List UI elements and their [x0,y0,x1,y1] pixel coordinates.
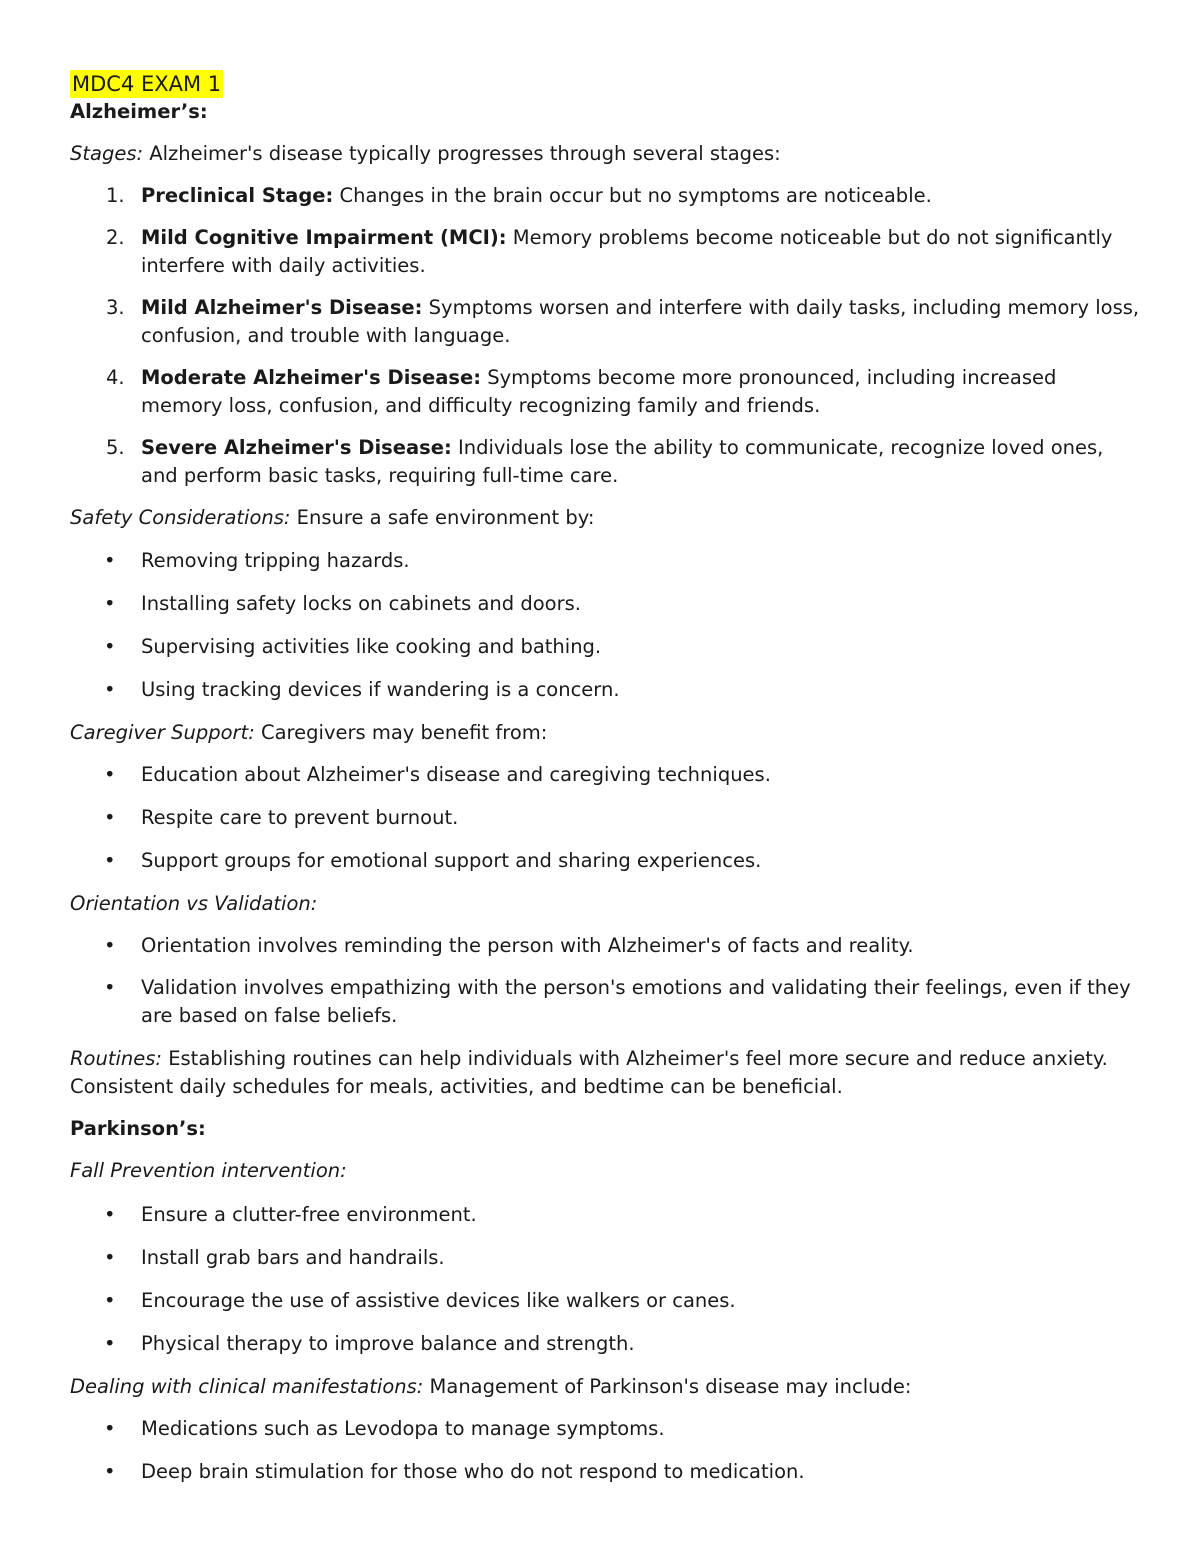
orientation-item [70,974,1140,1030]
bullet-icon: • [104,849,116,872]
bullet-icon: • [104,976,116,999]
caregiver-intro-text: Caregivers may benefit from: [254,721,548,744]
safety-item [70,590,1140,618]
safety-item-text: Installing safety locks on cabinets and doors. [141,592,581,615]
routines-text: Establishing routines can help individuals with Alzheimer's feel more secure and reduce anxiety. Consistent daily schedules for meals, activities, and bedtime can be beneficial. [70,1047,1108,1098]
bullet-icon: • [104,1332,116,1355]
bullet-icon: • [104,1289,116,1312]
bullet-icon: • [104,1460,116,1483]
bullet-icon: • [104,678,116,701]
orientation-item-text: Orientation involves reminding the person with Alzheimer's of facts and reality. [141,934,914,957]
stages-label: Stages: [70,142,144,165]
fall-prevention-label: Fall Prevention intervention: [70,1159,347,1182]
clinical-intro [70,1373,1140,1401]
document-page [70,70,1140,1486]
clinical-intro-text: Management of Parkinson's disease may include: [423,1375,912,1398]
stage-term: Mild Alzheimer's Disease: [141,296,423,319]
orientation-item-text: Validation involves empathizing with the person's emotions and validating their feelings, even if they are based on false beliefs. [141,976,1131,1027]
alzheimers-heading: Alzheimer’s: [70,100,208,123]
bullet-icon: • [104,1246,116,1269]
stages-intro-text: Alzheimer's disease typically progresses through several stages: [143,142,781,165]
orientation-list [70,932,1140,1030]
caregiver-item-text: Support groups for emotional support and sharing experiences. [141,849,762,872]
caregiver-intro [70,719,1140,747]
stage-number: 1. [106,184,125,207]
safety-label: Safety Considerations: [70,506,291,529]
bullet-icon: • [104,635,116,658]
stage-text: Memory problems become noticeable but do not significantly interfere with daily activities. [141,226,1113,277]
bullet-icon: • [104,1203,116,1226]
stage-item [70,364,1140,420]
stage-item [70,224,1140,280]
routines-label: Routines: [70,1047,162,1070]
clinical-label: Dealing with clinical manifestations: [70,1375,424,1398]
bullet-icon: • [104,1417,116,1440]
stage-number: 5. [106,436,125,459]
stage-term: Severe Alzheimer's Disease: [141,436,452,459]
safety-item-text: Removing tripping hazards. [141,549,410,572]
bullet-icon: • [104,549,116,572]
stage-number: 3. [106,296,125,319]
stage-text: Individuals lose the ability to communicate, recognize loved ones, and perform basic tasks, requiring full-time care. [141,436,1104,487]
bullet-icon: • [104,934,116,957]
safety-intro [70,504,1140,532]
stage-text: Symptoms worsen and interfere with daily tasks, including memory loss, confusion, and trouble with language. [141,296,1140,347]
stages-intro [70,140,1140,168]
title-line [70,70,1140,98]
fall-item [70,1330,1140,1358]
stage-item [70,294,1140,350]
caregiver-label: Caregiver Support: [70,721,255,744]
routines-paragraph [70,1045,1140,1101]
safety-item [70,633,1140,661]
stage-term: Preclinical Stage: [141,184,334,207]
orientation-item [70,932,1140,960]
stage-number: 2. [106,226,125,249]
fall-item-text: Physical therapy to improve balance and strength. [141,1332,635,1355]
orientation-label: Orientation vs Validation: [70,892,318,915]
bullet-icon: • [104,806,116,829]
fall-item [70,1201,1140,1229]
safety-item [70,676,1140,704]
fall-prevention-list [70,1201,1140,1358]
bullet-icon: • [104,592,116,615]
clinical-item [70,1458,1140,1486]
stage-term: Moderate Alzheimer's Disease: [141,366,482,389]
parkinsons-heading: Parkinson’s: [70,1117,206,1140]
caregiver-item-text: Education about Alzheimer's disease and caregiving techniques. [141,763,771,786]
caregiver-item-text: Respite care to prevent burnout. [141,806,459,829]
stage-item [70,434,1140,490]
caregiver-item [70,804,1140,832]
clinical-list [70,1415,1140,1486]
caregiver-list [70,761,1140,875]
safety-item [70,547,1140,575]
safety-item-text: Using tracking devices if wandering is a concern. [141,678,620,701]
fall-item-text: Ensure a clutter-free environment. [141,1203,477,1226]
caregiver-item [70,847,1140,875]
safety-list [70,547,1140,704]
stage-number: 4. [106,366,125,389]
stage-term: Mild Cognitive Impairment (MCI): [141,226,507,249]
safety-item-text: Supervising activities like cooking and bathing. [141,635,602,658]
stage-text: Symptoms become more pronounced, including increased memory loss, confusion, and difficulty recognizing family and friends. [141,366,1057,417]
bullet-icon: • [104,763,116,786]
stages-list [70,182,1140,490]
safety-intro-text: Ensure a safe environment by: [290,506,595,529]
clinical-item [70,1415,1140,1443]
document-title: MDC4 EXAM 1 [72,72,222,96]
fall-item [70,1244,1140,1272]
fall-item [70,1287,1140,1315]
clinical-item-text: Deep brain stimulation for those who do not respond to medication. [141,1460,805,1483]
stage-text: Changes in the brain occur but no symptoms are noticeable. [333,184,932,207]
fall-item-text: Encourage the use of assistive devices like walkers or canes. [141,1289,736,1312]
clinical-item-text: Medications such as Levodopa to manage symptoms. [141,1417,665,1440]
fall-item-text: Install grab bars and handrails. [141,1246,445,1269]
stage-item [70,182,1140,210]
caregiver-item [70,761,1140,789]
